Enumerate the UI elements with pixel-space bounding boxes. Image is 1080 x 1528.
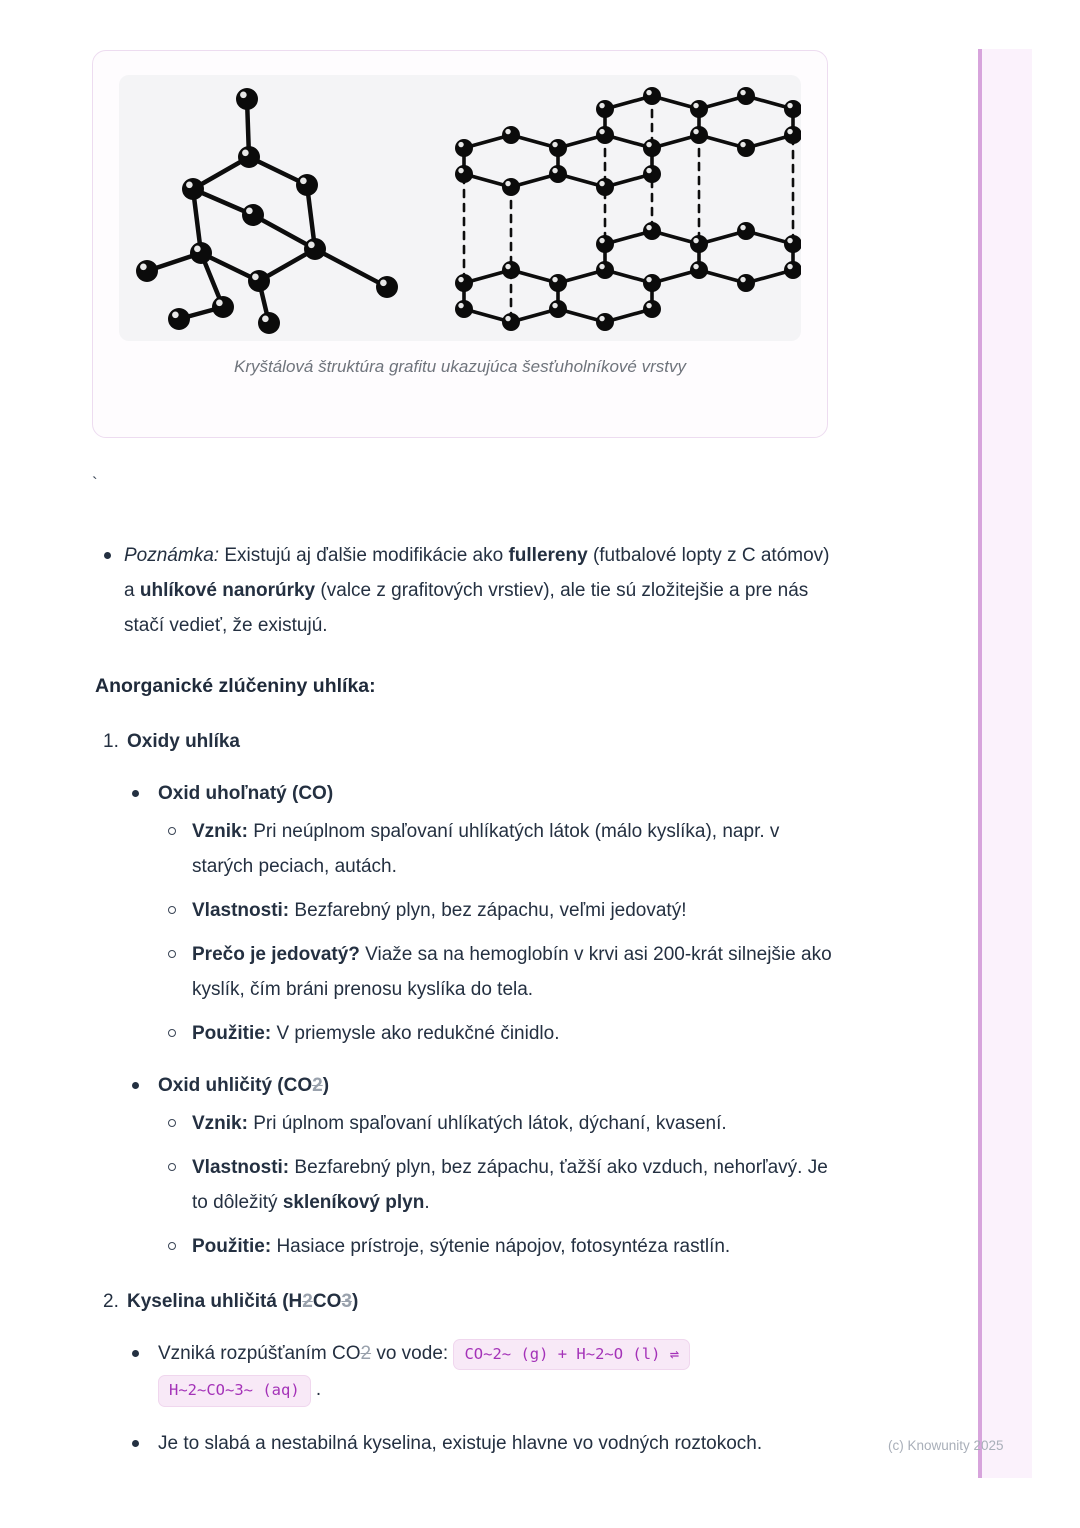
bullet-icon	[104, 552, 111, 559]
list-number: 2.	[103, 1291, 119, 1312]
detail-text: Vznik: Pri úplnom spaľovaní uhlíkatých látok, dýchaní, kvasení.	[192, 1113, 727, 1134]
circle-bullet-icon	[168, 827, 176, 835]
detail-item	[95, 1150, 837, 1220]
list-number: 1.	[103, 731, 119, 752]
detail-text: Vlastnosti: Bezfarebný plyn, bez zápachu, veľmi jedovatý!	[192, 900, 687, 921]
figure-card	[92, 50, 828, 438]
figure-caption: Kryštálová štruktúra grafitu ukazujúca šesťuholníkové vrstvy	[234, 357, 686, 376]
numbered-item-2	[95, 1284, 837, 1319]
footer-credit: (c) Knowunity 2025	[888, 1438, 1004, 1453]
sub-item-co2	[95, 1068, 837, 1103]
bullet-icon	[132, 790, 139, 797]
bullet-icon	[132, 1350, 139, 1357]
detail-item	[95, 937, 837, 1007]
circle-bullet-icon	[168, 1163, 176, 1171]
note-text: Poznámka: Existujú aj ďalšie modifikácie ako fullereny (futbalové lopty z C atómov) a uhlíkové nanorúrky (valce z grafitových vrstiev), ale tie sú zložitejšie a pre nás stačí vedieť, že existujú.	[124, 545, 830, 636]
acid-note-text: Je to slabá a nestabilná kyselina, existuje hlavne vo vodných roztokoch.	[158, 1432, 763, 1454]
circle-bullet-icon	[168, 1029, 176, 1037]
equation-text: Vzniká rozpúšťaním CO2 vo vode: CO~2~ (g) + H~2~O (l) ⇌ H~2~CO~3~ (aq) .	[158, 1336, 837, 1409]
detail-item	[95, 1229, 837, 1264]
content-column	[95, 538, 837, 1461]
atom-spheres	[136, 87, 801, 334]
sub-item-title: Oxid uhoľnatý (CO)	[158, 783, 334, 804]
numbered-item-title: Kyselina uhličitá (H2CO3)	[127, 1291, 359, 1312]
stray-backtick: `	[92, 474, 98, 493]
detail-item	[95, 814, 837, 884]
right-accent-strip	[978, 49, 1032, 1478]
diamond-structure-image	[147, 99, 387, 323]
circle-bullet-icon	[168, 950, 176, 958]
sub-item-title: Oxid uhličitý (CO2)	[158, 1075, 330, 1096]
circle-bullet-icon	[168, 906, 176, 914]
numbered-item-1	[95, 724, 837, 759]
detail-text: Vlastnosti: Bezfarebný plyn, bez zápachu, ťažší ako vzduch, nehorľavý. Je to dôležitý skleníkový plyn.	[192, 1157, 828, 1213]
section-heading: Anorganické zlúčeniny uhlíka:	[95, 675, 376, 697]
detail-text: Prečo je jedovatý? Viaže sa na hemoglobín v krvi asi 200-krát silnejšie ako kyslík, čím bráni prenosu kyslíka do tela.	[192, 944, 832, 1000]
note-list-item	[95, 538, 837, 643]
detail-item	[95, 1016, 837, 1051]
numbered-item-title: Oxidy uhlíka	[127, 731, 240, 752]
detail-text: Použitie: V priemysle ako redukčné činidlo.	[192, 1023, 560, 1044]
bullet-icon	[132, 1440, 139, 1447]
bullet-icon	[132, 1082, 139, 1089]
circle-bullet-icon	[168, 1119, 176, 1127]
detail-item	[95, 1106, 837, 1141]
detail-item	[95, 893, 837, 928]
crystal-structures-image	[119, 75, 801, 341]
detail-text: Použitie: Hasiace prístroje, sýtenie nápojov, fotosyntéza rastlín.	[192, 1236, 731, 1257]
equation-item	[95, 1336, 837, 1409]
circle-bullet-icon	[168, 1242, 176, 1250]
sub-item-co	[95, 776, 837, 811]
acid-note-item	[95, 1426, 837, 1461]
detail-text: Vznik: Pri neúplnom spaľovaní uhlíkatých látok (málo kyslíka), napr. v starých peciach, autách.	[192, 821, 780, 877]
